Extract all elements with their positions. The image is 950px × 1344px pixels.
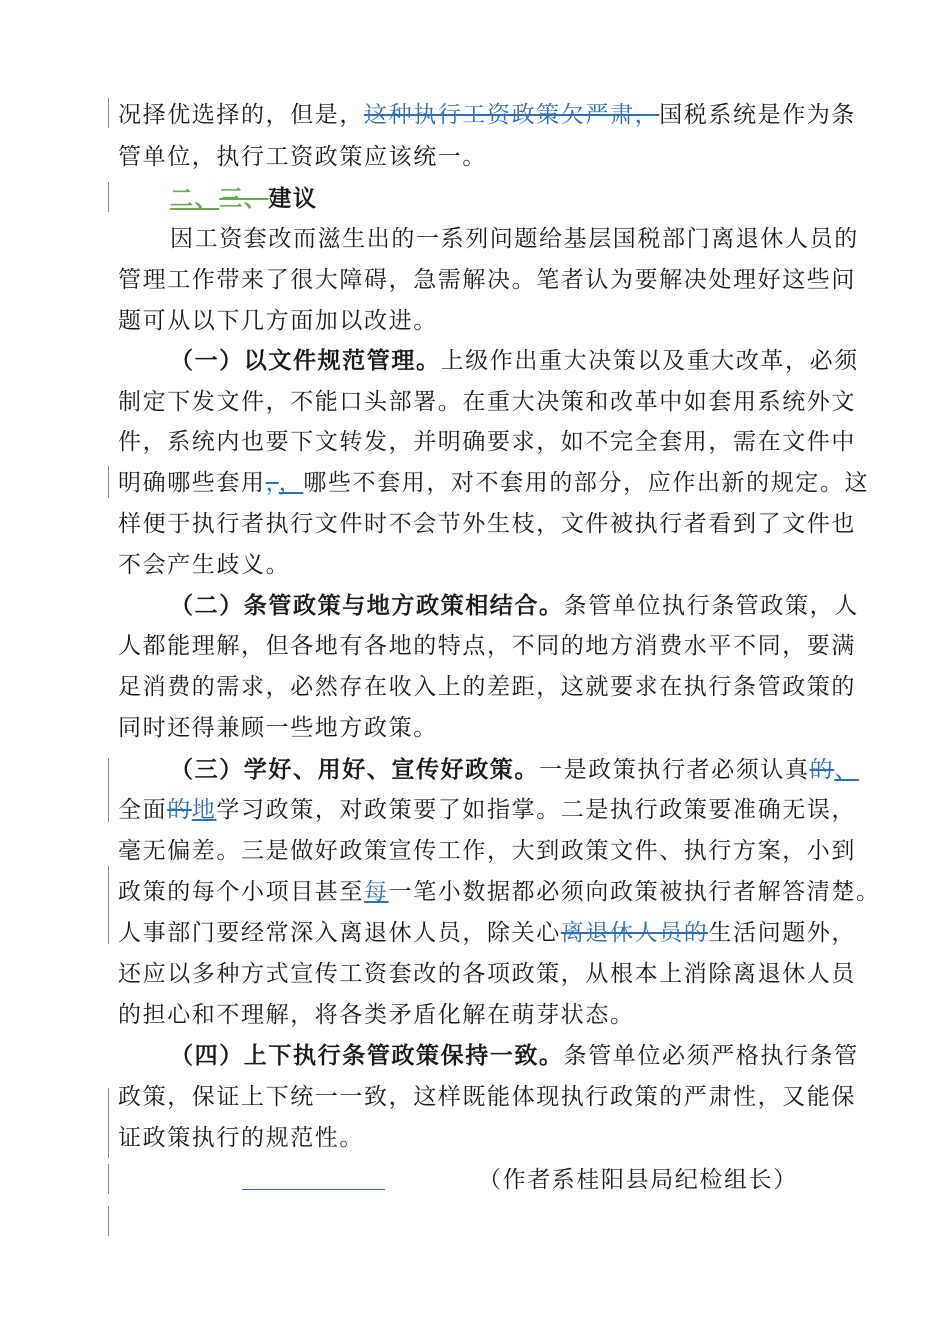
change-bar: [108, 182, 109, 212]
paragraph-line: 题可从以下几方面加以改进。: [118, 308, 438, 334]
paragraph-line: （三）学好、用好、宣传好政策。一是政策执行者必须认真的、: [170, 756, 859, 783]
inserted-text: 地: [191, 797, 217, 823]
inserted-text: 、: [834, 757, 859, 783]
item-heading: （一）以文件规范管理。: [170, 347, 441, 374]
inserted-text: 每: [364, 879, 389, 905]
paragraph-line: 管理工作带来了很大障碍，急需解决。笔者认为要解决处理好这些问: [118, 267, 856, 293]
paragraph-line: （一）以文件规范管理。上级作出重大决策以及重大改革，必须: [170, 347, 859, 374]
paragraph-line: 不会产生歧义。: [118, 552, 291, 578]
deleted-text: 三、: [219, 185, 269, 212]
paragraph-line: 制定下发文件，不能口头部署。在重大决策和改革中如套用系统外文: [118, 389, 856, 415]
change-bar: [108, 98, 109, 128]
paragraph-line: （四）上下执行条管政策保持一致。条管单位必须严格执行条管: [170, 1042, 859, 1069]
section-heading: 二、三、建议: [170, 185, 318, 212]
author-note: （作者系桂阳县局纪检组长）: [478, 1167, 798, 1193]
paragraph-line: 样便于执行者执行文件时不会节外生枝，文件被执行者看到了文件也: [118, 511, 856, 537]
paragraph-line: 管单位，执行工资政策应该统一。: [118, 144, 487, 170]
change-bar: [108, 1088, 109, 1158]
paragraph-line: 人事部门要经常深入离退休人员，除关心离退休人员的生活问题外，: [118, 920, 857, 946]
deleted-text: 的: [809, 757, 835, 783]
item-heading: （三）学好、用好、宣传好政策。: [170, 756, 539, 783]
paragraph-line: 政策，保证上下统一一致，这样既能体现执行政策的严肃性，又能保: [118, 1084, 856, 1110]
paragraph-line: 因工资套改而滋生出的一系列问题给基层国税部门离退休人员的: [170, 226, 859, 252]
inserted-text: ，: [278, 470, 304, 496]
deleted-text: 离退休人员的: [560, 920, 709, 946]
paragraph-line: 的担心和不理解，将各类矛盾化解在萌芽状态。: [118, 1002, 635, 1028]
paragraph-line: 全面的地学习政策，对政策要了如指掌。二是执行政策要准确无误，: [118, 797, 857, 823]
inserted-underline: [242, 1189, 385, 1190]
paragraph-line: 足消费的需求，必然存在收入上的差距，这就要求在执行条管政策的: [118, 674, 856, 700]
change-bar: [108, 1164, 109, 1194]
deleted-text: ，: [265, 470, 279, 496]
change-bar: [108, 866, 109, 944]
paragraph-line: 证政策执行的规范性。: [118, 1125, 364, 1151]
paragraph-line: 同时还得兼顾一些地方政策。: [118, 715, 438, 741]
paragraph-line: 明确哪些套用，，哪些不套用，对不套用的部分，应作出新的规定。这: [118, 470, 870, 496]
item-heading: （二）条管政策与地方政策相结合。: [170, 592, 564, 619]
deleted-text: 的: [167, 797, 192, 823]
inserted-text: 二、: [170, 185, 220, 212]
paragraph-line: 政策的每个小项目甚至每一笔小数据都必须向政策被执行者解答清楚。: [118, 879, 881, 905]
paragraph-line: （二）条管政策与地方政策相结合。条管单位执行条管政策，人: [170, 592, 859, 619]
deleted-text: 这种执行工资政策欠严肃，: [364, 102, 660, 128]
change-bar: [108, 466, 109, 498]
paragraph-line: 人都能理解，但各地有各地的特点，不同的地方消费水平不同，要满: [118, 633, 856, 659]
paragraph-line: 还应以多种方式宣传工资套改的各项政策，从根本上消除离退休人员: [118, 961, 856, 987]
paragraph-line: 况择优选择的，但是，这种执行工资政策欠严肃，国税系统是作为条: [118, 102, 857, 128]
item-heading: （四）上下执行条管政策保持一致。: [170, 1042, 564, 1069]
paragraph-line: 件，系统内也要下文转发，并明确要求，如不完全套用，需在文件中: [118, 429, 856, 455]
change-bar: [108, 758, 109, 822]
change-bar: [108, 1206, 109, 1236]
paragraph-line: 毫无偏差。三是做好政策宣传工作，大到政策文件、执行方案，小到: [118, 838, 856, 864]
